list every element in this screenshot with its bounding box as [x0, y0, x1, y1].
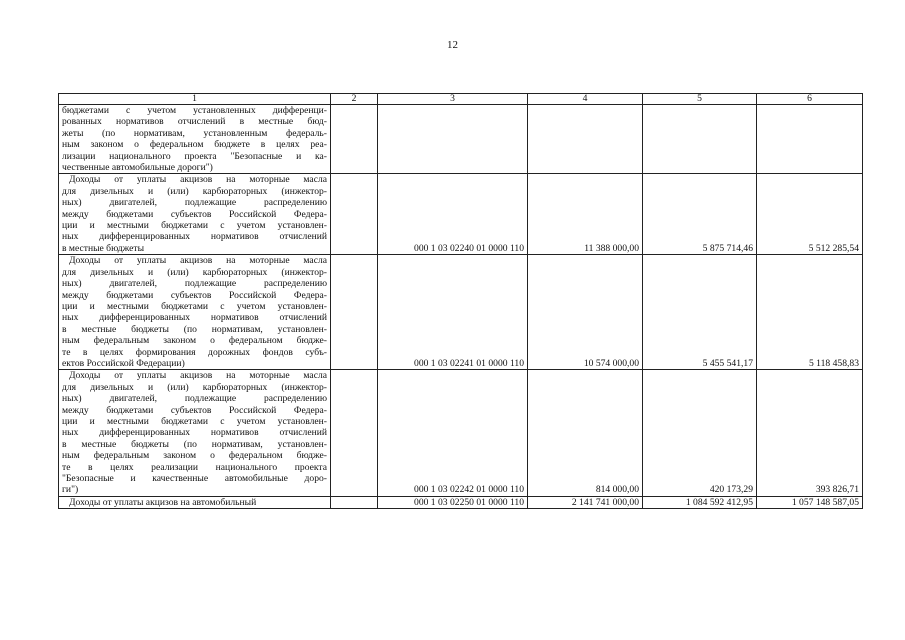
amount-column-5: [643, 105, 757, 174]
description-line: ектов Российской Федерации): [62, 357, 185, 369]
budget-classification-code: [378, 105, 528, 174]
description-line: рованных нормативов отчислений в местные бюд-: [62, 116, 327, 128]
description-line: для дизельных и (или) карбюраторных (инжектор-: [62, 381, 327, 393]
description-line: ных дифференцированных нормативов отчислений: [62, 312, 327, 324]
description-line: между бюджетами субъектов Российской Федера-: [62, 208, 327, 220]
approved-amount: 11 388 000,00: [528, 174, 643, 255]
description-line: между бюджетами субъектов Российской Федера-: [62, 289, 327, 301]
amount-column-6: 1 057 148 587,05: [757, 496, 863, 508]
approved-amount: [528, 105, 643, 174]
description-line: ции и местными бюджетами с учетом установлен-: [62, 300, 327, 312]
description-line: ных) двигателей, подлежащие распределению: [62, 197, 327, 209]
description-line: чественные автомобильные дороги"): [62, 162, 213, 174]
column-number: 6: [757, 94, 863, 105]
budget-classification-code: 000 1 03 02240 01 0000 110: [378, 174, 528, 255]
amount-column-6: 5 512 285,54: [757, 174, 863, 255]
revenue-description: [59, 370, 331, 496]
description-line: лизации национального проекта "Безопасные и ка-: [62, 150, 327, 162]
description-line: в местные бюджеты (по нормативам, установлен-: [62, 438, 327, 450]
amount-column-6: 5 118 458,83: [757, 255, 863, 370]
description-line: Доходы от уплаты акцизов на моторные масла: [69, 370, 327, 382]
budget-classification-code: 000 1 03 02241 01 0000 110: [378, 255, 528, 370]
description-line: в местные бюджеты: [62, 242, 145, 254]
description-line: ции и местными бюджетами с учетом установлен-: [62, 220, 327, 232]
amount-column-5: 5 875 714,46: [643, 174, 757, 255]
empty-cell: [331, 174, 378, 255]
column-number: 4: [528, 94, 643, 105]
empty-cell: [331, 370, 378, 496]
description-line: Доходы от уплаты акцизов на моторные масла: [69, 174, 327, 186]
empty-cell: [331, 496, 378, 508]
description-line: ции и местными бюджетами с учетом установлен-: [62, 415, 327, 427]
description-line: Доходы от уплаты акцизов на автомобильный: [69, 496, 257, 508]
amount-column-6: [757, 105, 863, 174]
column-number: 2: [331, 94, 378, 105]
revenue-description: [59, 105, 331, 174]
column-number-row: [59, 94, 863, 105]
budget-classification-code: 000 1 03 02250 01 0000 110: [378, 496, 528, 508]
description-line: Доходы от уплаты акцизов на моторные масла: [69, 255, 327, 267]
description-line: те в целях реализации национального проекта: [62, 461, 327, 473]
description-line: ных) двигателей, подлежащие распределению: [62, 393, 327, 405]
revenue-table: [58, 93, 863, 509]
budget-classification-code: 000 1 03 02242 01 0000 110: [378, 370, 528, 496]
description-line: ных) двигателей, подлежащие распределению: [62, 278, 327, 290]
description-line: ги"): [62, 484, 79, 496]
amount-column-5: 5 455 541,17: [643, 255, 757, 370]
description-line: ным законом о федеральном бюджете в целях реа-: [62, 139, 327, 151]
description-line: жеты (по нормативам, установленным федераль-: [62, 127, 327, 139]
description-line: ных дифференцированных нормативов отчислений: [62, 231, 327, 243]
table-row: [59, 370, 863, 496]
approved-amount: 814 000,00: [528, 370, 643, 496]
description-line: ных дифференцированных нормативов отчислений: [62, 427, 327, 439]
empty-cell: [331, 255, 378, 370]
empty-cell: [331, 105, 378, 174]
column-number: 3: [378, 94, 528, 105]
amount-column-6: 393 826,71: [757, 370, 863, 496]
column-number: 5: [643, 94, 757, 105]
table-row: [59, 255, 863, 370]
description-line: между бюджетами субъектов Российской Федера-: [62, 404, 327, 416]
page-number: 12: [447, 39, 458, 51]
description-line: ным федеральным законом о федеральном бюдже-: [62, 335, 327, 347]
approved-amount: 2 141 741 000,00: [528, 496, 643, 508]
description-line: "Безопасные и качественные автомобильные доро-: [62, 473, 327, 484]
revenue-description: [59, 496, 331, 508]
table-row: [59, 105, 863, 174]
revenue-description: [59, 255, 331, 370]
description-line: для дизельных и (или) карбюраторных (инжектор-: [62, 185, 327, 197]
table-row: [59, 496, 863, 508]
description-line: те в целях формирования дорожных фондов субъ-: [62, 346, 327, 358]
table-row: [59, 174, 863, 255]
amount-column-5: 1 084 592 412,95: [643, 496, 757, 508]
amount-column-5: 420 173,29: [643, 370, 757, 496]
description-line: для дизельных и (или) карбюраторных (инжектор-: [62, 266, 327, 278]
description-line: бюджетами с учетом установленных дифференци-: [62, 105, 327, 116]
description-line: в местные бюджеты (по нормативам, установлен-: [62, 323, 327, 335]
column-number: 1: [59, 94, 331, 105]
revenue-description: [59, 174, 331, 255]
approved-amount: 10 574 000,00: [528, 255, 643, 370]
description-line: ным федеральным законом о федеральном бюдже-: [62, 450, 327, 462]
